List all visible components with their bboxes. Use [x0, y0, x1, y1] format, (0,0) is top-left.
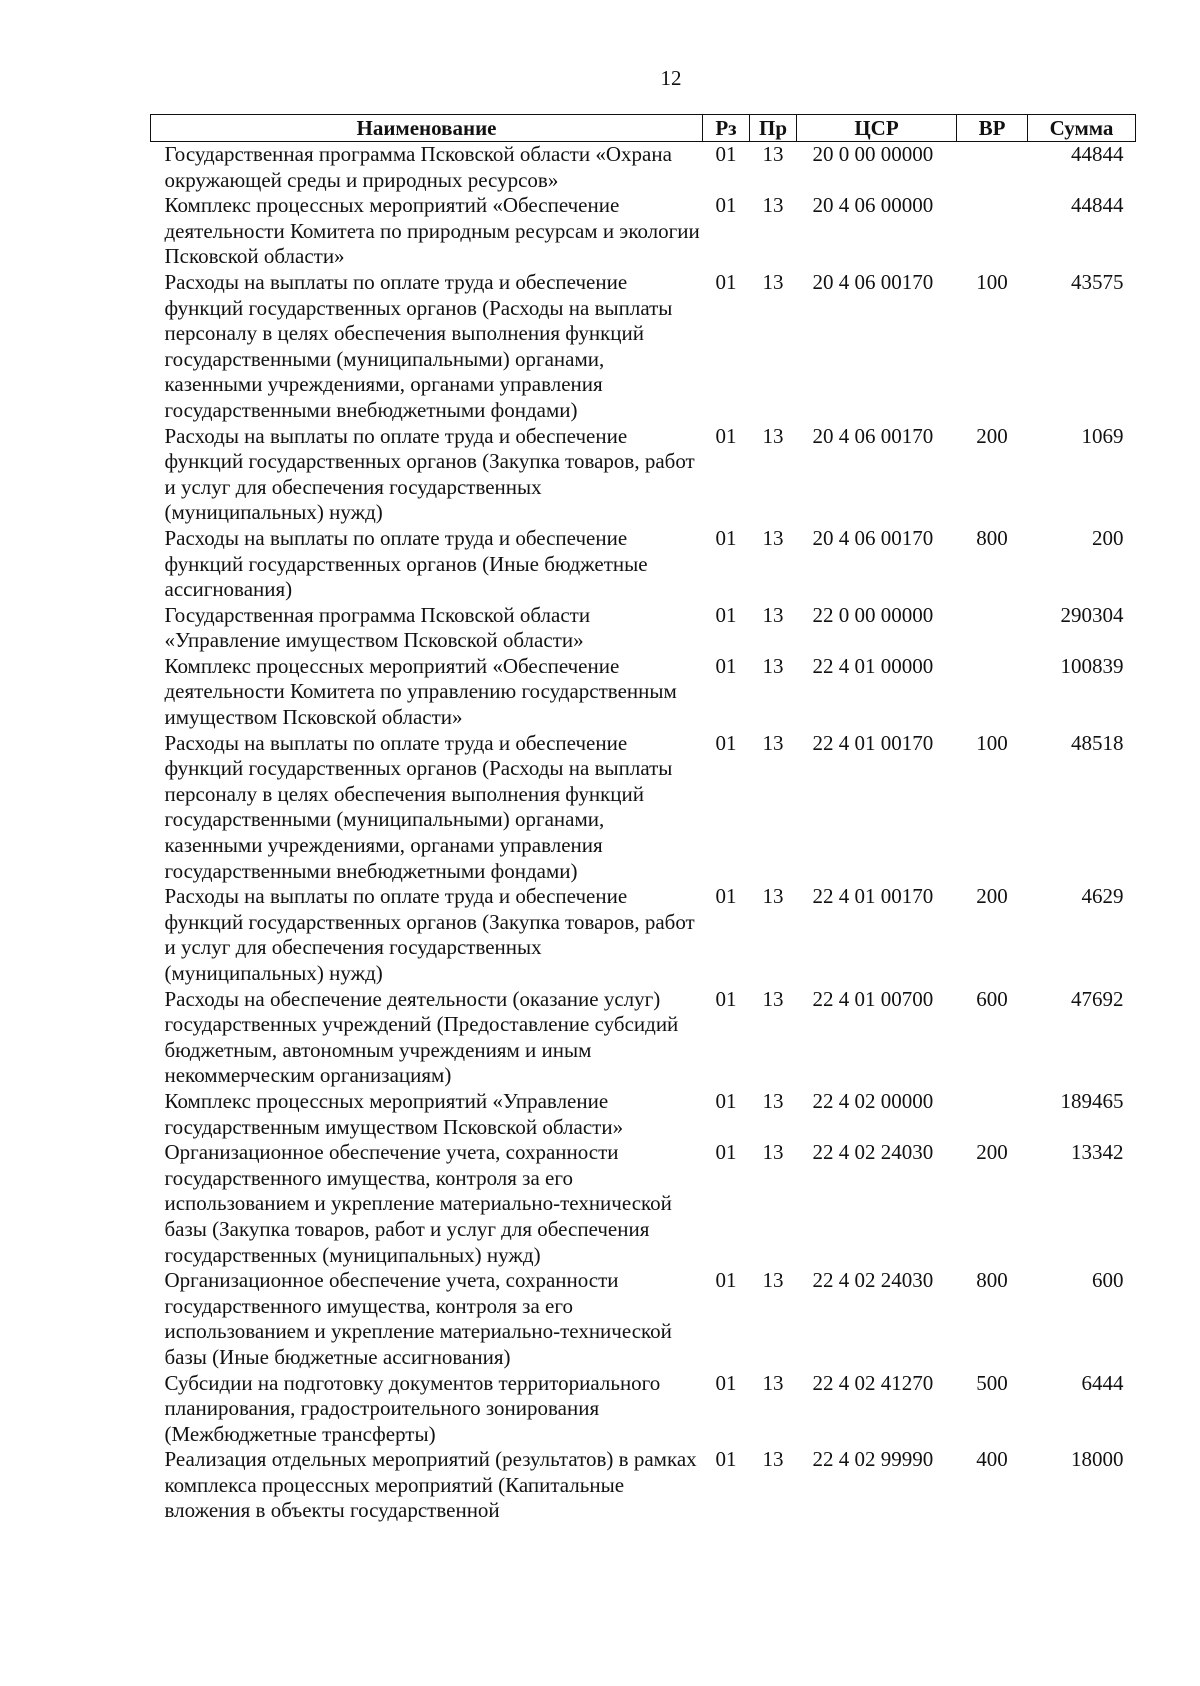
table-row — [151, 654, 1136, 731]
cell-vr — [957, 142, 1028, 194]
cell-sum: 600 — [1092, 1268, 1124, 1293]
cell-vr: 200 — [976, 423, 1008, 448]
cell-pr: 13 — [762, 193, 784, 218]
table-row — [151, 270, 1136, 424]
table-row — [151, 1447, 1136, 1524]
header-csr: ЦСР — [797, 115, 957, 142]
cell-vr: 800 — [976, 525, 1008, 550]
budget-table — [150, 114, 1136, 1524]
cell-sum: 200 — [1092, 525, 1124, 550]
header-vr: ВР — [957, 115, 1028, 142]
cell-pr: 13 — [762, 1268, 784, 1293]
cell-rz: 01 — [715, 602, 737, 627]
table-row — [151, 1268, 1136, 1370]
table-row — [151, 526, 1136, 603]
cell-csr: 20 0 00 00000 — [812, 142, 934, 166]
cell-csr: 20 4 06 00000 — [812, 193, 934, 218]
cell-name: Государственная программа Псковской области «Управление имуществом Псковской области» — [164, 602, 591, 653]
cell-sum: 1069 — [1081, 423, 1124, 448]
table-row — [151, 1089, 1136, 1140]
header-pr: Пр — [750, 115, 797, 142]
cell-pr: 13 — [762, 1140, 784, 1165]
cell-name: Расходы на выплаты по оплате труда и обеспечение функций государственных органов (Расходы на выплаты персоналу в целях обеспечения выполнения функций государственными (муниципальными) органами, казенными учреждениями, органами управления государственными внебюджетными фондами) — [164, 269, 673, 422]
cell-pr: 13 — [762, 1447, 784, 1472]
cell-pr: 13 — [762, 986, 784, 1011]
cell-vr: 600 — [976, 986, 1008, 1011]
cell-pr: 13 — [762, 653, 784, 678]
cell-vr: 200 — [976, 884, 1008, 909]
cell-rz: 01 — [715, 193, 737, 218]
cell-vr: 400 — [976, 1447, 1008, 1472]
cell-csr: 22 4 01 00700 — [812, 986, 934, 1011]
table-row — [151, 987, 1136, 1089]
cell-vr — [957, 654, 1028, 731]
cell-csr: 22 4 01 00000 — [812, 653, 934, 678]
cell-csr: 22 4 02 41270 — [812, 1370, 934, 1395]
cell-sum: 44844 — [1071, 193, 1124, 218]
cell-vr: 800 — [976, 1268, 1008, 1293]
cell-name: Расходы на выплаты по оплате труда и обеспечение функций государственных органов (Закупка товаров, работ и услуг для обеспечения государственных (муниципальных) нужд) — [164, 423, 695, 525]
cell-sum: 100839 — [1060, 653, 1124, 678]
cell-rz: 01 — [715, 653, 737, 678]
cell-sum: 48518 — [1071, 730, 1124, 755]
cell-csr: 20 4 06 00170 — [812, 269, 934, 294]
cell-sum: 44844 — [1071, 142, 1124, 166]
cell-name: Государственная программа Псковской области «Охрана окружающей среды и природных ресурсов» — [164, 142, 672, 192]
cell-pr: 13 — [762, 730, 784, 755]
cell-name: Комплекс процессных мероприятий «Управление государственным имуществом Псковской области» — [164, 1088, 624, 1139]
header-sum: Сумма — [1028, 115, 1136, 142]
cell-vr: 500 — [976, 1370, 1008, 1395]
cell-rz: 01 — [715, 1268, 737, 1293]
cell-rz: 01 — [715, 423, 737, 448]
cell-rz: 01 — [715, 1088, 737, 1113]
cell-sum: 290304 — [1060, 602, 1124, 627]
cell-vr — [957, 1089, 1028, 1140]
cell-name: Комплекс процессных мероприятий «Обеспечение деятельности Комитета по природным ресурсам и экологии Псковской области» — [164, 193, 700, 269]
cell-sum: 47692 — [1071, 986, 1124, 1011]
cell-csr: 22 4 02 99990 — [812, 1447, 934, 1472]
cell-pr: 13 — [762, 1088, 784, 1113]
cell-csr: 22 4 01 00170 — [812, 884, 934, 909]
cell-rz: 01 — [715, 986, 737, 1011]
cell-name: Расходы на выплаты по оплате труда и обеспечение функций государственных органов (Иные бюджетные ассигнования) — [164, 525, 648, 602]
cell-rz: 01 — [715, 269, 737, 294]
cell-vr — [957, 603, 1028, 654]
cell-csr: 22 4 01 00170 — [812, 730, 934, 755]
cell-rz: 01 — [715, 1447, 737, 1472]
cell-csr: 20 4 06 00170 — [812, 525, 934, 550]
cell-csr: 22 0 00 00000 — [812, 602, 934, 627]
cell-name: Расходы на выплаты по оплате труда и обеспечение функций государственных органов (Расходы на выплаты персоналу в целях обеспечения выполнения функций государственными (муниципальными) органами, казенными учреждениями, органами управления государственными внебюджетными фондами) — [164, 730, 673, 883]
cell-pr: 13 — [762, 423, 784, 448]
table-row — [151, 603, 1136, 654]
header-rz: Рз — [703, 115, 750, 142]
cell-sum: 13342 — [1071, 1140, 1124, 1165]
table-row — [151, 193, 1136, 270]
cell-sum: 189465 — [1060, 1088, 1124, 1113]
cell-pr: 13 — [762, 525, 784, 550]
cell-name: Субсидии на подготовку документов территориального планирования, градостроительного зонирования (Межбюджетные трансферты) — [164, 1370, 661, 1446]
cell-vr: 100 — [976, 269, 1008, 294]
cell-sum: 43575 — [1071, 269, 1124, 294]
table-header-row — [151, 115, 1136, 142]
cell-rz: 01 — [715, 1370, 737, 1395]
cell-pr: 13 — [762, 142, 784, 166]
cell-rz: 01 — [715, 730, 737, 755]
table-row — [151, 731, 1136, 885]
cell-csr: 22 4 02 24030 — [812, 1268, 934, 1293]
cell-sum: 6444 — [1081, 1370, 1124, 1395]
cell-rz: 01 — [715, 1140, 737, 1165]
table-row — [151, 884, 1136, 986]
table-row — [151, 142, 1136, 194]
table-row — [151, 1140, 1136, 1268]
table-row — [151, 424, 1136, 526]
cell-csr: 22 4 02 24030 — [812, 1140, 934, 1165]
header-name: Наименование — [151, 115, 703, 142]
cell-name: Организационное обеспечение учета, сохранности государственного имущества, контроля за его использованием и укрепление материально-технической базы (Иные бюджетные ассигнования) — [164, 1268, 672, 1369]
cell-vr — [957, 193, 1028, 270]
cell-name: Расходы на выплаты по оплате труда и обеспечение функций государственных органов (Закупка товаров, работ и услуг для обеспечения государственных (муниципальных) нужд) — [164, 884, 695, 985]
cell-sum: 18000 — [1071, 1447, 1124, 1472]
cell-name: Расходы на обеспечение деятельности (оказание услуг) государственных учреждений (Предоставление субсидий бюджетным, автономным учреждениям и иным некоммерческим организациям) — [164, 986, 679, 1088]
cell-rz: 01 — [715, 525, 737, 550]
cell-name: Реализация отдельных мероприятий (результатов) в рамках комплекса процессных мероприятий (Капитальные вложения в объекты государственной — [164, 1447, 697, 1523]
cell-name: Комплекс процессных мероприятий «Обеспечение деятельности Комитета по управлению государственным имуществом Псковской области» — [164, 653, 677, 730]
page-number: 12 — [660, 66, 682, 90]
cell-pr: 13 — [762, 602, 784, 627]
cell-pr: 13 — [762, 269, 784, 294]
cell-rz: 01 — [715, 884, 737, 909]
cell-vr: 200 — [976, 1140, 1008, 1165]
cell-vr: 100 — [976, 730, 1008, 755]
table-row — [151, 1371, 1136, 1448]
cell-csr: 22 4 02 00000 — [812, 1088, 934, 1113]
cell-pr: 13 — [762, 884, 784, 909]
cell-pr: 13 — [762, 1370, 784, 1395]
cell-sum: 4629 — [1081, 884, 1124, 909]
cell-rz: 01 — [715, 142, 737, 166]
cell-name: Организационное обеспечение учета, сохранности государственного имущества, контроля за его использованием и укрепление материально-технической базы (Закупка товаров, работ и услуг для обеспечения государственных (муниципальных) нужд) — [164, 1140, 672, 1267]
cell-csr: 20 4 06 00170 — [812, 423, 934, 448]
